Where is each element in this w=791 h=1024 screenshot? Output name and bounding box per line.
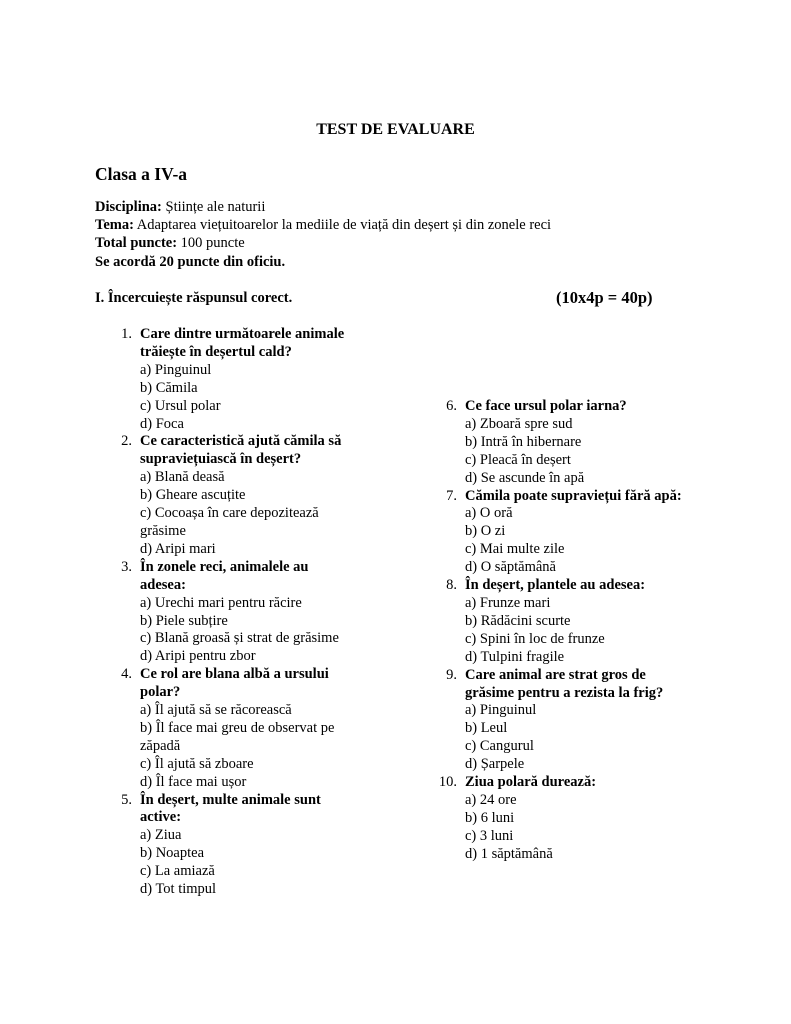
- answer-option[interactable]: b) Intră în hibernare: [465, 433, 582, 450]
- answer-option[interactable]: c) Cocoașa în care depozitează: [140, 505, 319, 522]
- discipline-label: Disciplina:: [95, 199, 162, 215]
- question-number: 7.: [446, 487, 457, 504]
- question-number: 8.: [446, 577, 457, 594]
- question-text: Ce face ursul polar iarna?: [465, 398, 627, 414]
- answer-option[interactable]: b) Noaptea: [140, 845, 205, 862]
- answer-option[interactable]: a) 24 ore: [465, 791, 517, 808]
- class-title: Clasa a IV-a: [95, 164, 188, 184]
- question-10: [438, 774, 735, 864]
- question-text: supraviețuiască în deșert?: [140, 451, 302, 468]
- answer-option[interactable]: d) 1 săptămână: [465, 845, 553, 862]
- question-7: [446, 487, 735, 578]
- question-9: [446, 666, 735, 774]
- question-text: În zonele reci, animalele au: [140, 558, 309, 575]
- discipline-row: [95, 198, 551, 216]
- question-number: 5.: [121, 791, 132, 808]
- answer-option[interactable]: a) Urechi mari pentru răcire: [140, 594, 302, 611]
- question-4: [121, 666, 370, 791]
- answer-option[interactable]: a) Blană deasă: [140, 469, 225, 486]
- question-8: [446, 577, 735, 667]
- answer-option[interactable]: a) Zboară spre sud: [465, 415, 573, 432]
- answer-option[interactable]: c) 3 luni: [465, 827, 514, 844]
- section-instruction: I. Încercuiește răspunsul corect.: [95, 290, 293, 306]
- question-text: În deșert, plantele au adesea:: [465, 577, 646, 594]
- bonus-points-text: Se acordă 20 puncte din oficiu.: [95, 253, 286, 270]
- question-text: Ce caracteristică ajută cămila să: [140, 433, 342, 450]
- answer-option[interactable]: d) Tulpini fragile: [465, 648, 565, 665]
- question-text: grăsime pentru a rezista la frig?: [465, 684, 664, 701]
- question-text: Care dintre următoarele animale: [140, 326, 345, 342]
- answer-option[interactable]: grăsime: [140, 522, 186, 539]
- answer-option[interactable]: d) Șarpele: [465, 756, 525, 773]
- answer-option[interactable]: a) Pinguinul: [465, 702, 537, 719]
- answer-option[interactable]: c) La amiază: [140, 863, 215, 880]
- question-number: 10.: [438, 774, 457, 791]
- answer-option[interactable]: b) Rădăcini scurte: [465, 612, 571, 629]
- question-text: adesea:: [140, 576, 186, 593]
- theme-row: [95, 216, 551, 234]
- test-info: [95, 198, 551, 271]
- theme-label: Tema:: [95, 217, 134, 234]
- total-points-value: 100 puncte: [180, 235, 245, 252]
- answer-option[interactable]: b) Cămila: [140, 379, 198, 396]
- question-text: În deșert, multe animale sunt: [140, 791, 321, 808]
- answer-option[interactable]: c) Îl ajută să zboare: [140, 755, 254, 772]
- question-3: [121, 558, 370, 666]
- answer-option[interactable]: b) Îl face mai greu de observat pe: [140, 719, 335, 736]
- answer-option[interactable]: d) Se ascunde în apă: [465, 469, 585, 486]
- answer-option[interactable]: d) Aripi mari: [140, 540, 216, 557]
- answer-option[interactable]: zăpadă: [140, 737, 181, 754]
- question-text: active:: [140, 809, 182, 826]
- answer-option[interactable]: b) Piele subțire: [140, 612, 228, 629]
- question-number: 2.: [121, 433, 132, 450]
- answer-option[interactable]: a) O oră: [465, 505, 513, 522]
- question-number: 4.: [121, 666, 132, 683]
- page-title: TEST DE EVALUARE: [316, 121, 475, 138]
- answer-option[interactable]: c) Cangurul: [465, 738, 534, 755]
- questions-column-right: [438, 398, 735, 864]
- section-points: (10x4p = 40p): [556, 288, 653, 307]
- discipline-value: Științe ale naturii: [165, 199, 266, 215]
- answer-option[interactable]: a) Ziua: [140, 827, 182, 844]
- question-number: 1.: [121, 326, 132, 342]
- question-text: Care animal are strat gros de: [465, 666, 646, 683]
- question-number: 3.: [121, 558, 132, 575]
- question-text: polar?: [140, 684, 181, 701]
- questions-column-left: [121, 326, 370, 899]
- answer-option[interactable]: c) Ursul polar: [140, 397, 221, 414]
- question-5: [121, 791, 370, 899]
- answer-option[interactable]: a) Îl ajută să se răcorească: [140, 702, 292, 719]
- answer-option[interactable]: d) O săptămână: [465, 559, 556, 576]
- bonus-points-row: [95, 253, 551, 271]
- answer-option[interactable]: d) Aripi pentru zbor: [140, 648, 256, 665]
- question-number: 6.: [446, 398, 457, 414]
- question-1: [121, 326, 370, 433]
- answer-option[interactable]: d) Foca: [140, 415, 184, 432]
- question-text: Ziua polară durează:: [465, 774, 597, 791]
- question-6: [446, 398, 735, 488]
- answer-option[interactable]: c) Pleacă în deșert: [465, 451, 571, 468]
- answer-option[interactable]: d) Tot timpul: [140, 881, 217, 898]
- answer-option[interactable]: c) Mai multe zile: [465, 541, 565, 558]
- question-text: Cămila poate supraviețui fără apă:: [465, 487, 682, 504]
- answer-option[interactable]: a) Frunze mari: [465, 594, 551, 611]
- answer-option[interactable]: b) Leul: [465, 720, 508, 737]
- answer-option[interactable]: c) Blană groasă și strat de grăsime: [140, 630, 339, 647]
- question-text: Ce rol are blana albă a ursului: [140, 666, 329, 683]
- answer-option[interactable]: a) Pinguinul: [140, 361, 212, 378]
- answer-option[interactable]: b) Gheare ascuțite: [140, 487, 246, 504]
- total-points-label: Total puncte:: [95, 235, 178, 252]
- question-2: [121, 433, 370, 558]
- question-text: trăiește în deșertul cald?: [140, 343, 292, 360]
- answer-option[interactable]: b) O zi: [465, 523, 506, 540]
- answer-option[interactable]: d) Îl face mai ușor: [140, 773, 247, 790]
- theme-value: Adaptarea viețuitoarelor la mediile de viață din deșert și din zonele reci: [136, 217, 552, 234]
- question-number: 9.: [446, 666, 457, 683]
- answer-option[interactable]: b) 6 luni: [465, 809, 515, 826]
- total-points-row: [95, 234, 551, 252]
- answer-option[interactable]: c) Spini în loc de frunze: [465, 630, 605, 647]
